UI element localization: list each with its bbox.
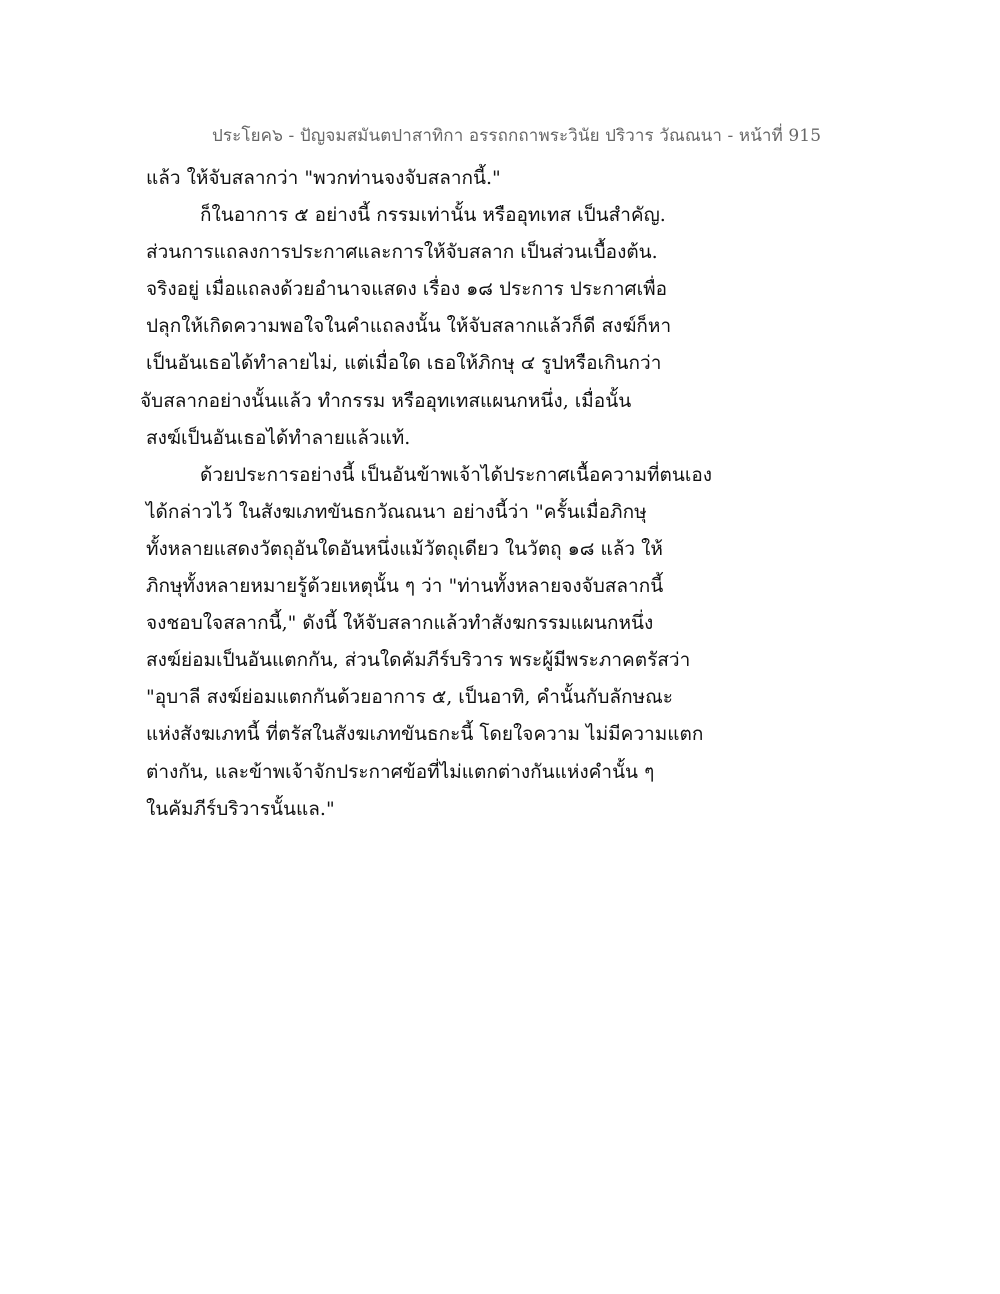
text-line: ต่างกัน, และข้าพเจ้าจักประกาศข้อที่ไม่แตกต่างกันแห่งคำนั้น ๆ (146, 760, 655, 783)
text-line: แล้ว ให้จับสลากว่า "พวกท่านจงจับสลากนี้." (146, 167, 501, 189)
text-line: เป็นอันเธอได้ทำลายไม่, แต่เมื่อใด เธอให้ภิกษุ ๔ รูปหรือเกินกว่า (146, 352, 662, 375)
text-line: ภิกษุทั้งหลายหมายรู้ด้วยเหตุนั้น ๆ ว่า "ท่านทั้งหลายจงจับสลากนี้ (146, 575, 664, 598)
text-line: จับสลากอย่างนั้นแล้ว ทำกรรม หรืออุทเทสแผนกหนึ่ง, เมื่อนั้น (140, 389, 632, 412)
text-line: ส่วนการแถลงการประกาศและการให้จับสลาก เป็นส่วนเบื้องต้น. (146, 241, 658, 264)
page-header: ประโยค๖ - ปัญจมสมันตปาสาทิกา อรรถกถาพระวินัย ปริวาร วัณณนา - หน้าที่ 915 (212, 126, 822, 146)
text-line: จริงอยู่ เมื่อแถลงด้วยอำนาจแสดง เรื่อง ๑๘ ประการ ประกาศเพื่อ (146, 278, 668, 301)
text-line: ปลุกให้เกิดความพอใจในคำแถลงนั้น ให้จับสลากแล้วก็ดี สงฆ์ก็หา (146, 315, 672, 338)
text-line: สงฆ์ย่อมเป็นอันแตกกัน, ส่วนใดคัมภีร์บริวาร พระผู้มีพระภาคตรัสว่า (146, 649, 691, 672)
text-line: จงชอบใจสลากนี้," ดังนี้ ให้จับสลากแล้วทำสังฆกรรมแผนกหนึ่ง (146, 612, 654, 635)
text-line: ทั้งหลายแสดงวัตถุอันใดอันหนึ่งแม้วัตถุเดียว ในวัตถุ ๑๘ แล้ว ให้ (146, 537, 663, 560)
text-line: "อุบาลี สงฆ์ย่อมแตกกันด้วยอาการ ๕, เป็นอาทิ, คำนั้นกับลักษณะ (146, 686, 673, 709)
text-line: ก็ในอาการ ๕ อย่างนี้ กรรมเท่านั้น หรืออุทเทส เป็นสำคัญ. (200, 204, 666, 227)
text-line: สงฆ์เป็นอันเธอได้ทำลายแล้วแท้. (146, 426, 411, 449)
text-line: ได้กล่าวไว้ ในสังฆเภทขันธกวัณณนา อย่างนี้ว่า "ครั้นเมื่อภิกษุ (146, 500, 647, 523)
text-line: ด้วยประการอย่างนี้ เป็นอันข้าพเจ้าได้ประกาศเนื้อความที่ตนเอง (200, 463, 713, 486)
body-text (140, 160, 746, 828)
text-line: ในคัมภีร์บริวารนั้นแล." (146, 797, 335, 820)
text-line: แห่งสังฆเภทนี้ ที่ตรัสในสังฆเภทขันธกะนี้ โดยใจความ ไม่มีความแตก (146, 723, 704, 746)
